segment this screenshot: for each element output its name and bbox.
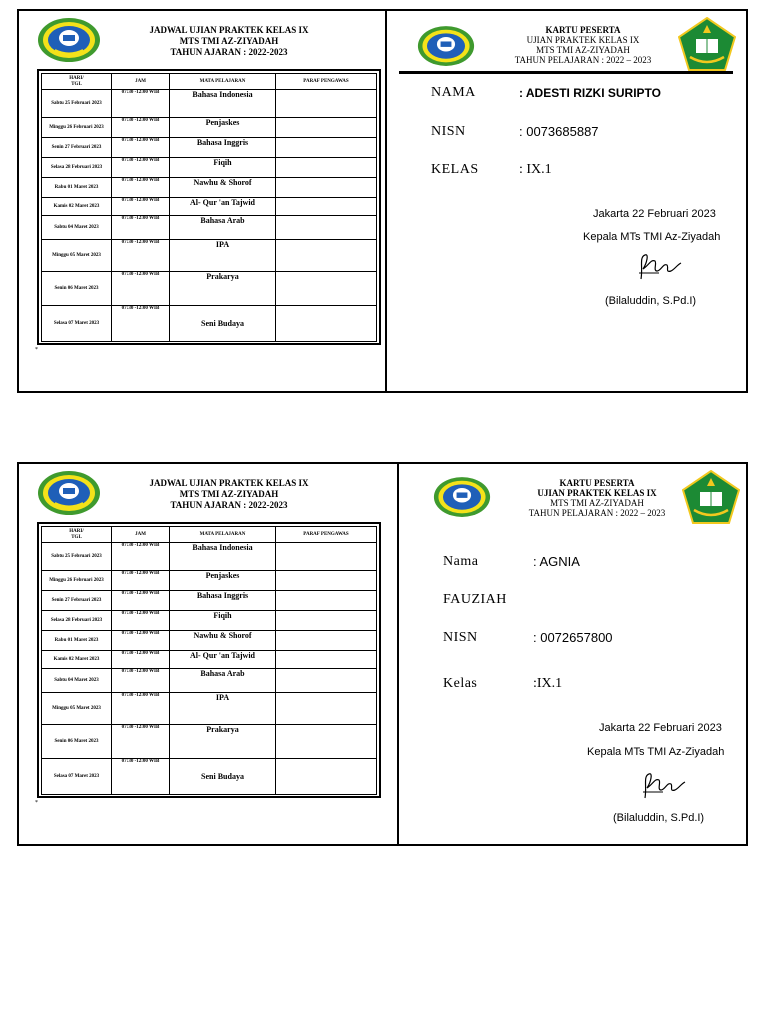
table-row bbox=[42, 591, 377, 611]
row-time: 07:30 -12:00 WIB bbox=[112, 138, 170, 158]
schedule-year: TAHUN AJARAN : 2022-2023 bbox=[170, 47, 288, 57]
row-day: Kamis 02 Maret 2023 bbox=[42, 651, 112, 669]
exam-card-2 bbox=[17, 462, 748, 846]
kartu-header bbox=[483, 25, 683, 65]
table-row bbox=[42, 611, 377, 631]
row-paraf bbox=[276, 198, 377, 216]
row-subject: Prakarya bbox=[170, 725, 276, 759]
table-footnote: * bbox=[35, 347, 38, 353]
schedule-header bbox=[109, 478, 349, 511]
row-day: Selasa 28 Februari 2023 bbox=[42, 158, 112, 178]
row-day: Kamis 02 Maret 2023 bbox=[42, 198, 112, 216]
row-subject: Bahasa Inggris bbox=[170, 591, 276, 611]
kartu-panel bbox=[399, 464, 750, 844]
schedule-table-frame bbox=[37, 69, 381, 345]
table-row bbox=[42, 118, 377, 138]
table-row bbox=[42, 138, 377, 158]
row-time: 07:30 -12:00 WIB bbox=[112, 631, 170, 651]
schedule-school: MTS TMI AZ-ZIYADAH bbox=[179, 489, 279, 499]
name-value: : AGNIA bbox=[533, 554, 580, 569]
row-day: Sabtu 04 Maret 2023 bbox=[42, 216, 112, 240]
name-value: : ADESTI RIZKI SURIPTO bbox=[519, 86, 662, 100]
row-time: 07:30 -12:00 WIB bbox=[112, 198, 170, 216]
row-time: 07:30 -12:00 WIB bbox=[112, 306, 170, 342]
table-row bbox=[42, 90, 377, 118]
row-day: Sabtu 04 Maret 2023 bbox=[42, 669, 112, 693]
row-day: Selasa 07 Maret 2023 bbox=[42, 306, 112, 342]
schedule-header bbox=[109, 25, 349, 58]
name-label: NAMA bbox=[431, 85, 476, 100]
exam-card-1 bbox=[17, 9, 748, 393]
name-label: Nama bbox=[443, 554, 479, 569]
signer-position: Kepala MTs TMI Az-Ziyadah bbox=[587, 746, 725, 758]
row-subject: Bahasa Indonesia bbox=[170, 543, 276, 571]
table-header-row bbox=[42, 527, 377, 543]
nisn-label: NISN bbox=[431, 124, 466, 139]
nisn-value: : 0072657800 bbox=[533, 630, 613, 645]
row-day: Rabu 01 Maret 2023 bbox=[42, 631, 112, 651]
col-day: HARI/ TGL bbox=[42, 527, 112, 543]
row-subject: Fiqih bbox=[170, 611, 276, 631]
row-paraf bbox=[276, 90, 377, 118]
table-header-row bbox=[42, 74, 377, 90]
row-day: Minggu 26 Februari 2023 bbox=[42, 118, 112, 138]
row-paraf bbox=[276, 138, 377, 158]
row-day: Rabu 01 Maret 2023 bbox=[42, 178, 112, 198]
signer-name: (Bilaluddin, S.Pd.I) bbox=[613, 812, 705, 824]
row-paraf bbox=[276, 631, 377, 651]
kelas-label: KELAS bbox=[431, 162, 479, 177]
row-paraf bbox=[276, 669, 377, 693]
table-row bbox=[42, 759, 377, 795]
schedule-panel bbox=[19, 11, 387, 391]
row-subject: Penjaskes bbox=[170, 118, 276, 138]
row-paraf bbox=[276, 543, 377, 571]
col-paraf: PARAF PENGAWAS bbox=[276, 74, 377, 90]
col-time: JAM bbox=[112, 527, 170, 543]
row-day: Selasa 07 Maret 2023 bbox=[42, 759, 112, 795]
kemenag-logo-icon bbox=[678, 17, 736, 71]
row-paraf bbox=[276, 693, 377, 725]
table-row bbox=[42, 178, 377, 198]
row-paraf bbox=[276, 651, 377, 669]
schedule-title: JADWAL UJIAN PRAKTEK KELAS IX bbox=[149, 478, 309, 488]
row-time: 07:30 -12:00 WIB bbox=[112, 669, 170, 693]
row-time: 07:30 -12:00 WIB bbox=[112, 651, 170, 669]
row-day: Selasa 28 Februari 2023 bbox=[42, 611, 112, 631]
row-subject: Nawhu & Shorof bbox=[170, 178, 276, 198]
table-row bbox=[42, 240, 377, 272]
row-paraf bbox=[276, 272, 377, 306]
row-paraf bbox=[276, 571, 377, 591]
row-day: Sabtu 25 Februari 2023 bbox=[42, 543, 112, 571]
schedule-table-frame bbox=[37, 522, 381, 798]
row-subject: Bahasa Arab bbox=[170, 216, 276, 240]
row-day: Minggu 05 Maret 2023 bbox=[42, 240, 112, 272]
row-subject: Al- Qur 'an Tajwid bbox=[170, 651, 276, 669]
madrasah-logo-icon bbox=[37, 17, 101, 63]
row-day: Minggu 26 Februari 2023 bbox=[42, 571, 112, 591]
row-subject: Nawhu & Shorof bbox=[170, 631, 276, 651]
row-time: 07:30 -12:00 WIB bbox=[112, 118, 170, 138]
row-subject: Bahasa Arab bbox=[170, 669, 276, 693]
col-subject: MATA PELAJARAN bbox=[170, 527, 276, 543]
kartu-exam: UJIAN PRAKTEK KELAS IX bbox=[526, 35, 640, 45]
row-time: 07:30 -12:00 WIB bbox=[112, 158, 170, 178]
row-time: 07:30 -12:00 WIB bbox=[112, 591, 170, 611]
schedule-table bbox=[41, 526, 377, 795]
row-day: Senin 27 Februari 2023 bbox=[42, 591, 112, 611]
row-day: Senin 27 Februari 2023 bbox=[42, 138, 112, 158]
schedule-table bbox=[41, 73, 377, 342]
madrasah-logo-icon bbox=[37, 470, 101, 516]
kartu-title: KARTU PESERTA bbox=[559, 478, 635, 488]
row-time: 07:30 -12:00 WIB bbox=[112, 693, 170, 725]
table-row bbox=[42, 669, 377, 693]
table-row bbox=[42, 306, 377, 342]
kelas-value: : IX.1 bbox=[519, 162, 552, 177]
kartu-year: TAHUN PELAJARAN : 2022 – 2023 bbox=[514, 55, 652, 65]
row-day: Senin 06 Maret 2023 bbox=[42, 725, 112, 759]
row-paraf bbox=[276, 178, 377, 198]
row-paraf bbox=[276, 611, 377, 631]
kelas-label: Kelas bbox=[443, 676, 478, 691]
row-time: 07:30 -12:00 WIB bbox=[112, 90, 170, 118]
row-subject: Bahasa Indonesia bbox=[170, 90, 276, 118]
row-paraf bbox=[276, 118, 377, 138]
place-date: Jakarta 22 Februari 2023 bbox=[593, 208, 716, 220]
row-time: 07:30 -12:00 WIB bbox=[112, 543, 170, 571]
row-time: 07:30 -12:00 WIB bbox=[112, 611, 170, 631]
signer-position: Kepala MTs TMI Az-Ziyadah bbox=[583, 231, 721, 243]
table-row bbox=[42, 216, 377, 240]
table-row bbox=[42, 543, 377, 571]
table-row bbox=[42, 631, 377, 651]
row-subject: Al- Qur 'an Tajwid bbox=[170, 198, 276, 216]
name-continued: FAUZIAH bbox=[443, 592, 507, 607]
row-time: 07:30 -12:00 WIB bbox=[112, 571, 170, 591]
kartu-title: KARTU PESERTA bbox=[545, 25, 621, 35]
row-subject: Prakarya bbox=[170, 272, 276, 306]
kartu-year: TAHUN PELAJARAN : 2022 – 2023 bbox=[528, 508, 666, 518]
table-row bbox=[42, 693, 377, 725]
signature-mark bbox=[637, 768, 689, 804]
row-subject: IPA bbox=[170, 693, 276, 725]
table-row bbox=[42, 198, 377, 216]
row-paraf bbox=[276, 240, 377, 272]
col-day: HARI/ TGL bbox=[42, 74, 112, 90]
madrasah-logo-icon bbox=[417, 25, 475, 67]
schedule-title: JADWAL UJIAN PRAKTEK KELAS IX bbox=[149, 25, 309, 35]
row-subject: Bahasa Inggris bbox=[170, 138, 276, 158]
row-paraf bbox=[276, 216, 377, 240]
row-subject: Seni Budaya bbox=[170, 306, 276, 342]
row-subject: Seni Budaya bbox=[170, 759, 276, 795]
kartu-exam: UJIAN PRAKTEK KELAS IX bbox=[537, 488, 657, 498]
schedule-panel bbox=[19, 464, 387, 844]
row-time: 07:30 -12:00 WIB bbox=[112, 725, 170, 759]
header-rule bbox=[399, 71, 733, 74]
table-row bbox=[42, 725, 377, 759]
kemenag-logo-icon bbox=[682, 470, 740, 524]
table-row bbox=[42, 571, 377, 591]
kelas-value: :IX.1 bbox=[533, 676, 563, 691]
table-row bbox=[42, 158, 377, 178]
row-paraf bbox=[276, 158, 377, 178]
signature-mark bbox=[633, 249, 685, 285]
col-time: JAM bbox=[112, 74, 170, 90]
madrasah-logo-icon bbox=[433, 476, 491, 518]
row-paraf bbox=[276, 591, 377, 611]
row-subject: Fiqih bbox=[170, 158, 276, 178]
signer-name: (Bilaluddin, S.Pd.I) bbox=[605, 295, 697, 307]
table-row bbox=[42, 272, 377, 306]
table-row bbox=[42, 651, 377, 669]
row-time: 07:30 -12:00 WIB bbox=[112, 216, 170, 240]
schedule-school: MTS TMI AZ-ZIYADAH bbox=[179, 36, 279, 46]
row-time: 07:30 -12:00 WIB bbox=[112, 272, 170, 306]
row-day: Senin 06 Maret 2023 bbox=[42, 272, 112, 306]
kartu-school: MTS TMI AZ-ZIYADAH bbox=[550, 498, 644, 508]
nisn-label: NISN bbox=[443, 630, 478, 645]
row-time: 07:30 -12:00 WIB bbox=[112, 240, 170, 272]
row-subject: Penjaskes bbox=[170, 571, 276, 591]
kartu-header bbox=[497, 478, 697, 518]
row-subject: IPA bbox=[170, 240, 276, 272]
kartu-school: MTS TMI AZ-ZIYADAH bbox=[536, 45, 630, 55]
row-paraf bbox=[276, 725, 377, 759]
row-paraf bbox=[276, 306, 377, 342]
kartu-panel bbox=[387, 11, 750, 391]
col-subject: MATA PELAJARAN bbox=[170, 74, 276, 90]
row-time: 07:30 -12:00 WIB bbox=[112, 759, 170, 795]
row-day: Sabtu 25 Februari 2023 bbox=[42, 90, 112, 118]
table-footnote: * bbox=[35, 800, 38, 806]
col-paraf: PARAF PENGAWAS bbox=[276, 527, 377, 543]
nisn-value: : 0073685887 bbox=[519, 124, 599, 139]
row-day: Minggu 05 Maret 2023 bbox=[42, 693, 112, 725]
place-date: Jakarta 22 Februari 2023 bbox=[599, 722, 722, 734]
schedule-year: TAHUN AJARAN : 2022-2023 bbox=[170, 500, 288, 510]
row-paraf bbox=[276, 759, 377, 795]
row-time: 07:30 -12:00 WIB bbox=[112, 178, 170, 198]
